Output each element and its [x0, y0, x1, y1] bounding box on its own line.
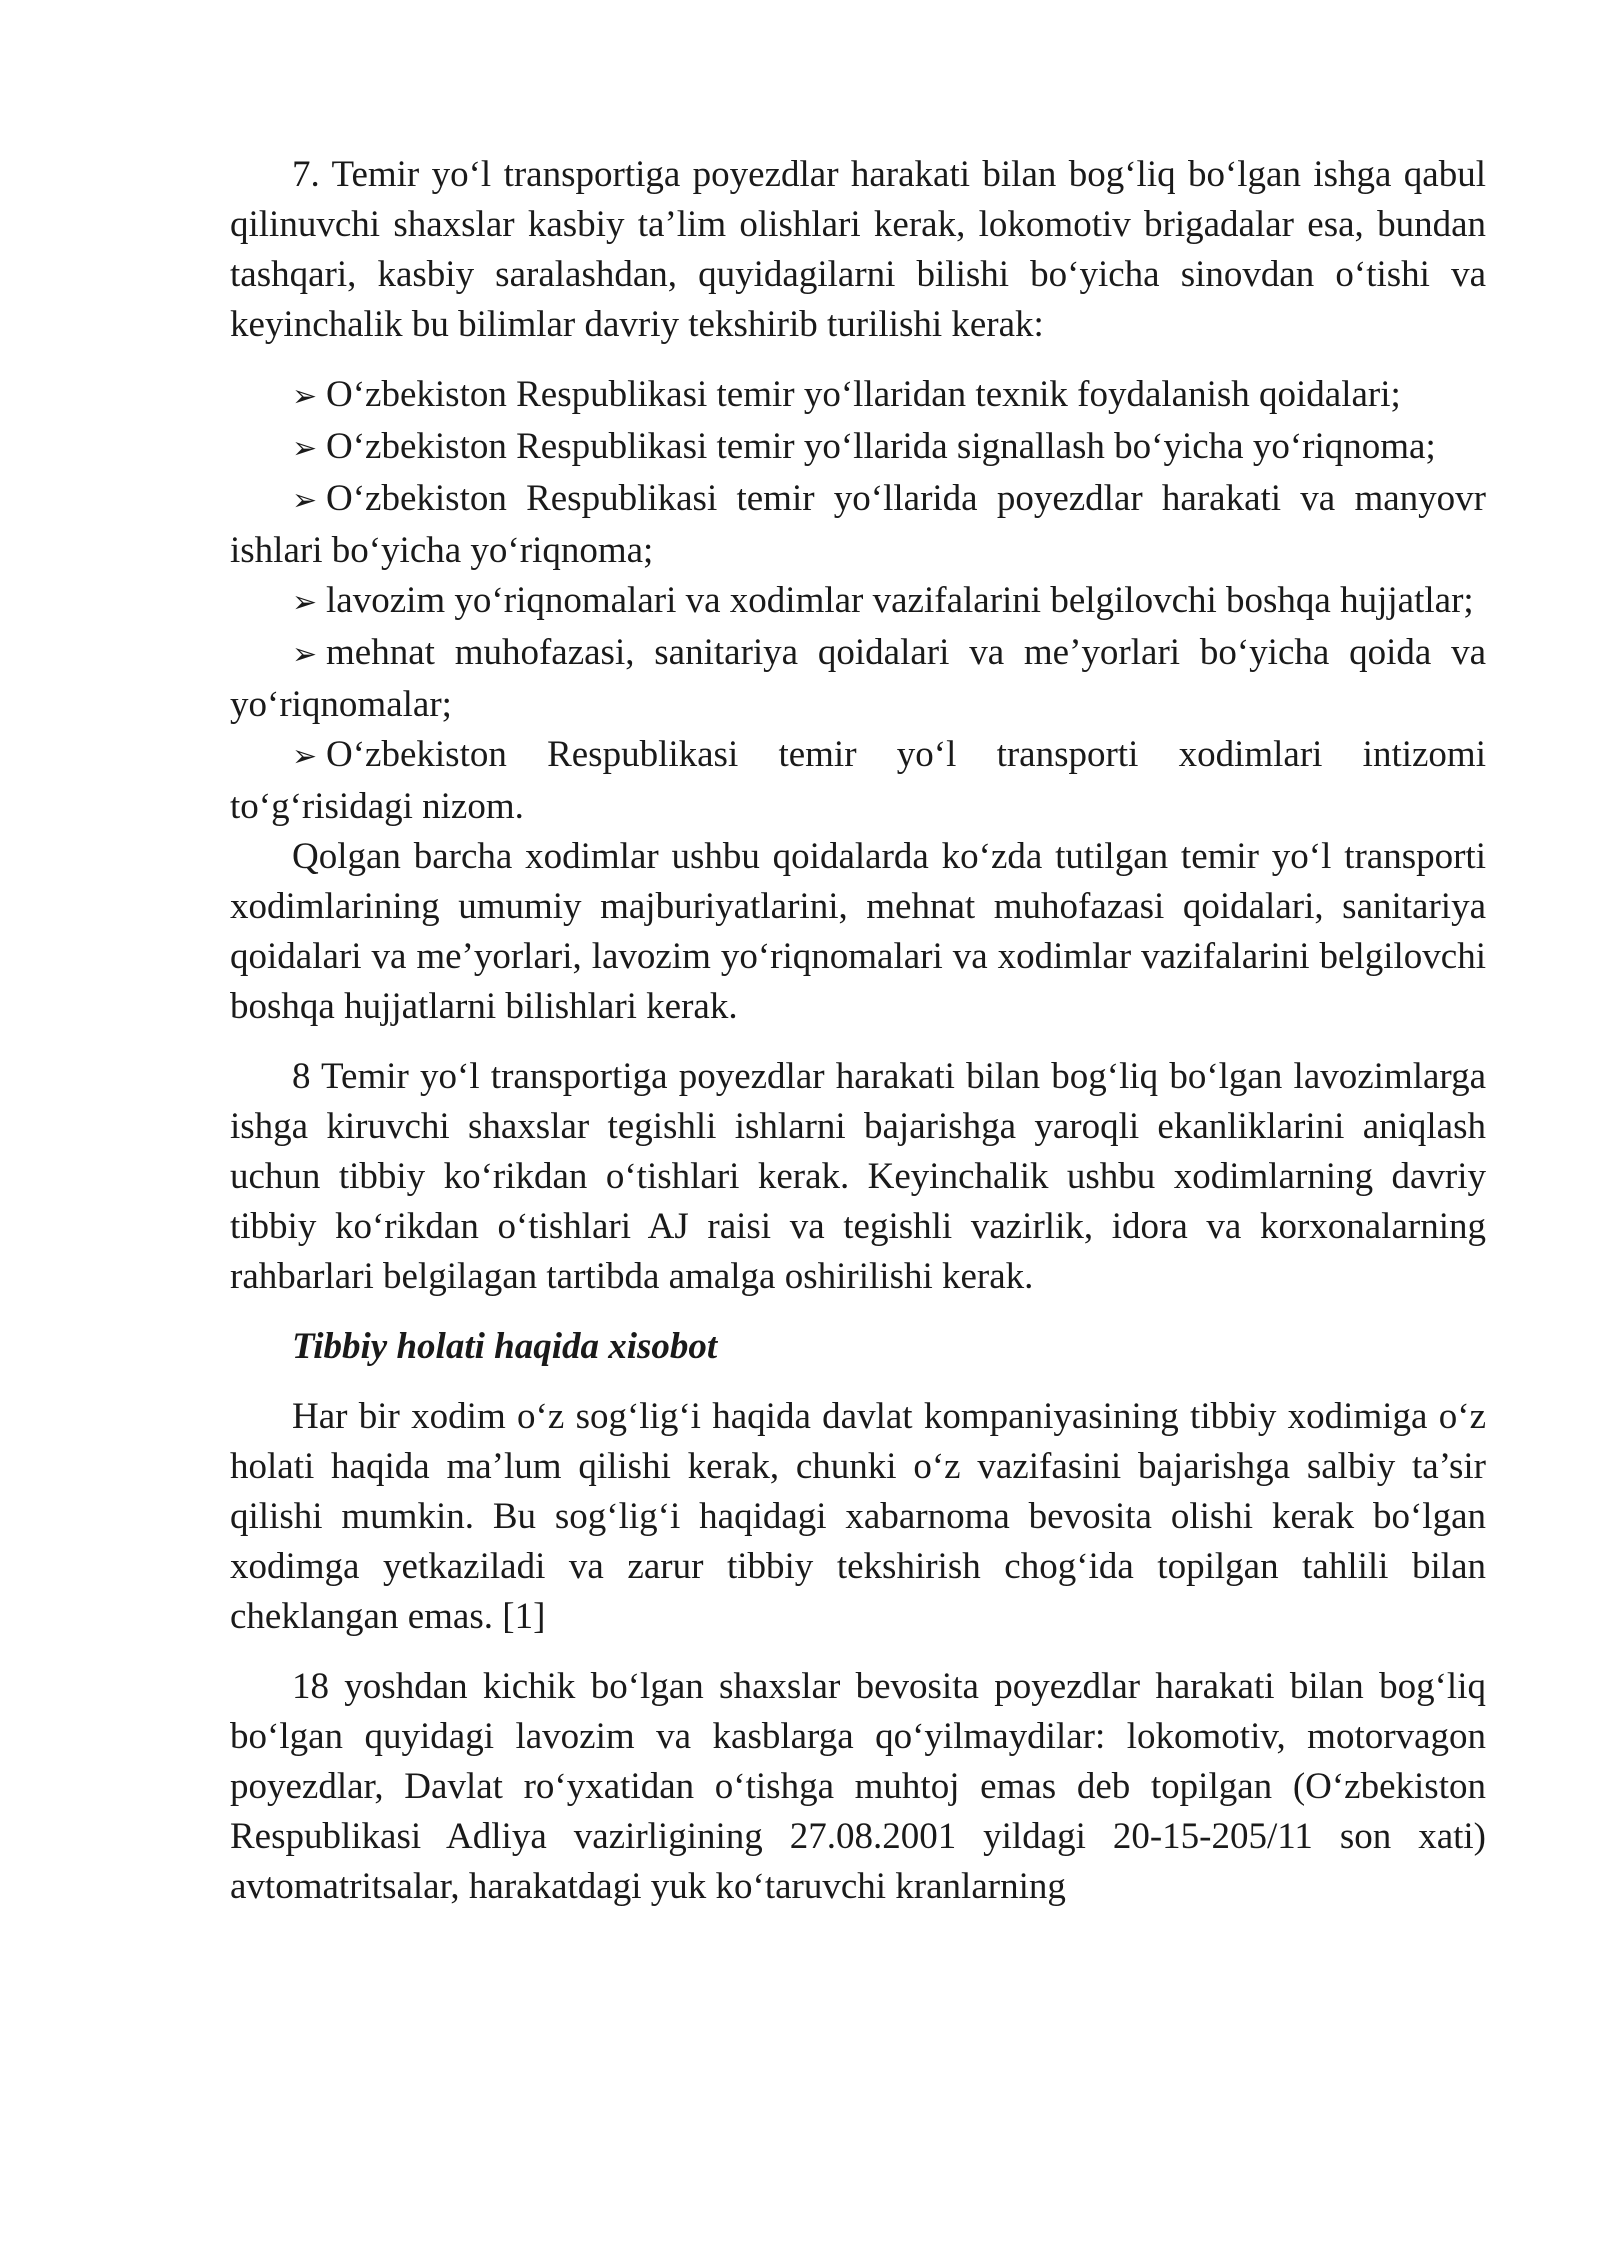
- list-item: [230, 370, 1486, 422]
- list-item-text: mehnat muhofazasi, sanitariya qoidalari va me’yorlari bo‘yicha qoida va yo‘riqnomalar;: [230, 632, 1486, 725]
- paragraph-medical-report: Har bir xodim o‘z sog‘lig‘i haqida davlat kompaniyasining tibbiy xodimiga o‘z holati haqida ma’lum qilishi kerak, chunki o‘z vazifasini bajarishga salbiy ta’sir qilishi mumkin. Bu sog‘lig‘i haqidagi xabarnoma bevosita olishi kerak bo‘lgan xodimga yetkaziladi va zarur tibbiy tekshirish chog‘ida topilgan tahlili bilan cheklangan emas. [1]: [230, 1396, 1486, 1637]
- arrow-bullet-icon: ➢: [292, 637, 318, 672]
- list-item-text: O‘zbekiston Respublikasi temir yo‘llarida signallash bo‘yicha yo‘riqnoma;: [326, 426, 1436, 467]
- arrow-bullet-icon: ➢: [292, 739, 318, 774]
- section-heading: Tibbiy holati haqida xisobot: [292, 1326, 718, 1367]
- arrow-bullet-icon: ➢: [292, 585, 318, 620]
- arrow-bullet-icon: ➢: [292, 483, 318, 518]
- paragraph-7: 7. Temir yo‘l transportiga poyezdlar harakati bilan bog‘liq bo‘lgan ishga qabul qilinuvchi shaxslar kasbiy ta’lim olishlari kerak, lokomotiv brigadalar esa, bundan tashqari, kasbiy saralashdan, quyidagilarni bilishi bo‘yicha sinovdan o‘tishi va keyinchalik bu bilimlar davriy tekshirib turilishi kerak:: [230, 154, 1486, 345]
- list-item-text: O‘zbekiston Respublikasi temir yo‘llaridan texnik foydalanish qoidalari;: [326, 374, 1401, 415]
- requirements-list: [230, 370, 1486, 832]
- paragraph-under-18: 18 yoshdan kichik bo‘lgan shaxslar bevosita poyezdlar harakati bilan bog‘liq bo‘lgan quyidagi lavozim va kasblarga qo‘yilmaydilar: lokomotiv, motorvagon poyezdlar, Davlat ro‘yxatidan o‘tishga muhtoj emas deb topilgan (O‘zbekiston Respublikasi Adliya vazirligining 27.08.2001 yildagi 20-15-205/11 son xati) avtomatritsalar, harakatdagi yuk ko‘taruvchi kranlarning: [230, 1666, 1486, 1907]
- list-item: [230, 628, 1486, 730]
- paragraph-other-staff: Qolgan barcha xodimlar ushbu qoidalarda ko‘zda tutilgan temir yo‘l transporti xodimlarining umumiy majburiyatlarini, mehnat muhofazasi qoidalari, sanitariya qoidalari va me’yorlari, lavozim yo‘riqnomalari va xodimlar vazifalarini belgilovchi boshqa hujjatlarni bilishlari kerak.: [230, 836, 1486, 1027]
- document-page: [230, 150, 1486, 1912]
- list-item: [230, 474, 1486, 576]
- list-item-text: O‘zbekiston Respublikasi temir yo‘l transporti xodimlari intizomi to‘g‘risidagi nizom.: [230, 734, 1486, 827]
- list-item: [230, 422, 1486, 474]
- list-item: [230, 730, 1486, 832]
- list-item-text: O‘zbekiston Respublikasi temir yo‘llarida poyezdlar harakati va manyovr ishlari bo‘yicha yo‘riqnoma;: [230, 478, 1486, 571]
- list-item-text: lavozim yo‘riqnomalari va xodimlar vazifalarini belgilovchi boshqa hujjatlar;: [326, 580, 1474, 621]
- paragraph-8: 8 Temir yo‘l transportiga poyezdlar harakati bilan bog‘liq bo‘lgan lavozimlarga ishga kiruvchi shaxslar tegishli ishlarni bajarishga yaroqli ekanliklarini aniqlash uchun tibbiy ko‘rikdan o‘tishlari kerak. Keyinchalik ushbu xodimlarning davriy tibbiy ko‘rikdan o‘tishlari AJ raisi va tegishli vazirlik, idora va korxonalarning rahbarlari belgilagan tartibda amalga oshirilishi kerak.: [230, 1056, 1486, 1297]
- arrow-bullet-icon: ➢: [292, 379, 318, 414]
- arrow-bullet-icon: ➢: [292, 431, 318, 466]
- list-item: [230, 576, 1486, 628]
